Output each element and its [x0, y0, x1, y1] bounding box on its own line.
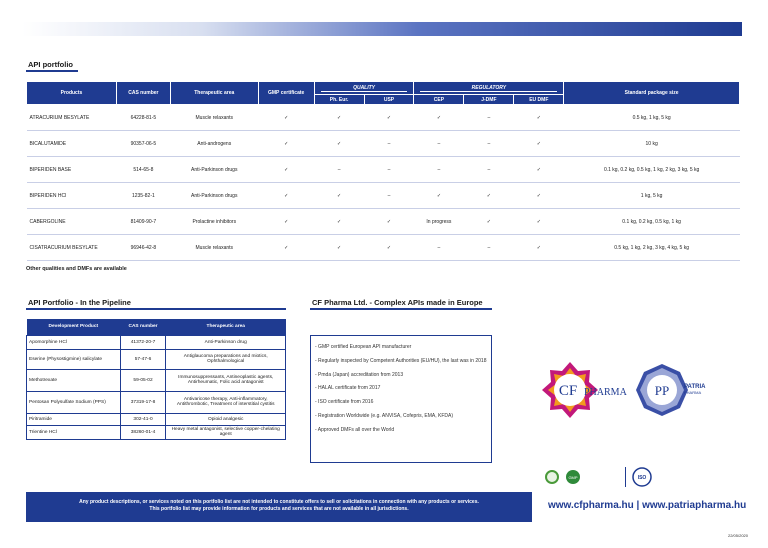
pipe-col-product: Development Product [27, 319, 121, 335]
disclaimer-bar [26, 492, 532, 522]
cf-logo-letters: CF [558, 383, 578, 399]
cell-usp: – [364, 157, 414, 183]
col-package: Standard package size [564, 82, 740, 105]
cell-pheur: – [314, 157, 364, 183]
cell-jdmf: ✓ [464, 183, 514, 209]
cell-eudmf: ✓ [514, 105, 564, 131]
pipe-cell-area: Anti-Parkinson drug [166, 335, 286, 349]
cf-title-underline [310, 308, 492, 310]
cell-pheur: ✓ [314, 209, 364, 235]
cell-usp: ✓ [364, 105, 414, 131]
cell-cas: 1235-82-1 [116, 183, 170, 209]
cell-pkg: 1 kg, 5 kg [564, 183, 740, 209]
table-row [27, 235, 740, 261]
pipeline-row [27, 349, 286, 369]
pipe-cell-area: Opioid analgesic [166, 413, 286, 425]
col-gmp: GMP certificate [258, 82, 314, 105]
col-usp: USP [364, 95, 414, 105]
pipe-cell-cas: 302-41-0 [120, 413, 166, 425]
cell-eudmf: ✓ [514, 209, 564, 235]
pipe-cell-product: Methotrexate [27, 369, 121, 391]
cell-pkg: 0.5 kg, 1 kg, 5 kg [564, 105, 740, 131]
cell-eudmf: ✓ [514, 157, 564, 183]
table-row [27, 157, 740, 183]
iso-badge-icon [632, 467, 652, 487]
cell-eudmf: ✓ [514, 183, 564, 209]
cell-pkg: 10 kg [564, 131, 740, 157]
col-cep: CEP [414, 95, 464, 105]
cell-cep: In progress [414, 209, 464, 235]
group-regulatory-label: REGULATORY [420, 85, 557, 92]
pipe-cell-area: Antivaricose therapy, Anti-inflammatory, Antithrombotic, Treatment of interstitial cystitis [166, 391, 286, 413]
cell-cas: 64228-81-5 [116, 105, 170, 131]
cell-cep: – [414, 157, 464, 183]
pipe-cell-cas: 38260-01-4 [120, 425, 166, 439]
pipe-cell-cas: 57-47-6 [120, 349, 166, 369]
cell-usp: ✓ [364, 235, 414, 261]
cell-cep: – [414, 235, 464, 261]
pp-logo-letters: PP [654, 383, 670, 398]
pipe-cell-product: Eserine (Physostigmine) salicylate [27, 349, 121, 369]
cell-pheur: ✓ [314, 131, 364, 157]
cell-eudmf: ✓ [514, 131, 564, 157]
group-regulatory [414, 82, 564, 95]
cell-usp: ✓ [364, 209, 414, 235]
cf-feature-item: - Approved DMFs all over the World [315, 426, 395, 433]
cf-feature-item: - Pmda (Japan) accreditation from 2013 [315, 371, 404, 378]
cell-pkg: 0.5 kg, 1 kg, 2 kg, 3 kg, 4 kg, 5 kg [564, 235, 740, 261]
pipe-cell-product: Trientine HCl [27, 425, 121, 439]
top-gradient-band [22, 22, 742, 36]
cell-cep: ✓ [414, 105, 464, 131]
group-quality-label: QUALITY [321, 85, 408, 92]
disclaimer-line-2: This portfolio list may provide information for products and services that are not available in all jurisdictions. [149, 506, 409, 513]
cell-product: BIPERIDEN HCl [27, 183, 117, 209]
pipe-cell-cas: 41372-20-7 [120, 335, 166, 349]
pipeline-row [27, 425, 286, 439]
cell-cas: 81409-90-7 [116, 209, 170, 235]
cell-gmp: ✓ [258, 131, 314, 157]
cell-usp: – [364, 183, 414, 209]
cell-jdmf: – [464, 235, 514, 261]
pipeline-row [27, 369, 286, 391]
patria-pharma-logo [636, 362, 710, 418]
pipe-cell-product: Apomorphine HCl [27, 335, 121, 349]
cell-product: CABERGOLINE [27, 209, 117, 235]
cell-pheur: ✓ [314, 235, 364, 261]
cell-cas: 514-65-8 [116, 157, 170, 183]
gmp-badge-icon [565, 469, 581, 485]
document-date: 22/05/2020 [727, 533, 748, 538]
pipe-cell-product: Pentosan Polysulfate Sodium (PPS) [27, 391, 121, 413]
cell-cas: 90357-06-5 [116, 131, 170, 157]
pipe-cell-cas: 59-05-02 [120, 369, 166, 391]
cell-pkg: 0.1 kg, 0.2 kg, 0.5 kg, 1 kg [564, 209, 740, 235]
cell-product: CISATRACURIUM BESYLATE [27, 235, 117, 261]
cell-area: Muscle relaxants [170, 235, 258, 261]
cf-pharma-logo-svg [540, 360, 630, 420]
website-links[interactable]: www.cfpharma.hu | www.patriapharma.hu [548, 500, 747, 511]
table-row [27, 105, 740, 131]
col-area: Therapeutic area [170, 82, 258, 105]
cell-area: Anti-Parkinson drugs [170, 183, 258, 209]
cf-feature-item: - ISO certificate from 2016 [315, 399, 374, 405]
portfolio-title-underline [26, 70, 78, 72]
cf-logo-name: PHARMA [584, 387, 627, 398]
pipe-col-area: Therapeutic area [166, 319, 286, 335]
cell-jdmf: ✓ [464, 209, 514, 235]
cell-pkg: 0.1 kg, 0.2 kg, 0.5 kg, 1 kg, 2 kg, 3 kg, 5 kg [564, 157, 740, 183]
certification-badges [545, 467, 652, 487]
col-jdmf: J-DMF [464, 95, 514, 105]
col-cas: CAS number [116, 82, 170, 105]
pipeline-table [26, 319, 286, 440]
group-quality [314, 82, 414, 95]
cf-title: CF Pharma Ltd. - Complex APIs made in Europe [312, 298, 483, 307]
cell-area: Anti-Parkinson drugs [170, 157, 258, 183]
patria-logo-line1: PATRIA [684, 384, 706, 390]
cell-cep: – [414, 131, 464, 157]
pipeline-title-underline [26, 308, 286, 310]
cell-jdmf: – [464, 131, 514, 157]
cf-feature-item: - GMP certified European API manufacturer [315, 344, 412, 350]
cell-gmp: ✓ [258, 235, 314, 261]
pipe-cell-cas: 37319-17-8 [120, 391, 166, 413]
cf-feature-item: - Registration Worldwide (e.g. ANVISA, Cofepris, EMA, KFDA) [315, 412, 454, 419]
col-ph-eur: Ph. Eur. [314, 95, 364, 105]
pipe-col-cas: CAS number [120, 319, 166, 335]
table-row [27, 183, 740, 209]
disclaimer-line-1: Any product descriptions, or services noted on this portfolio list are not intended to constitute offers to sell or solicitations in connection with any products or services. [79, 499, 479, 505]
cell-cas: 96946-42-8 [116, 235, 170, 261]
cell-cep: ✓ [414, 183, 464, 209]
cell-product: BICALUTAMIDE [27, 131, 117, 157]
cell-eudmf: ✓ [514, 235, 564, 261]
cell-area: Prolactine inhibitors [170, 209, 258, 235]
patria-logo-svg [636, 362, 710, 418]
cell-area: Anti-androgens [170, 131, 258, 157]
col-products: Products [27, 82, 117, 105]
col-eudmf: EU DMF [514, 95, 564, 105]
cell-gmp: ✓ [258, 105, 314, 131]
portfolio-title: API portfolio [28, 60, 73, 69]
pipe-cell-area: Heavy metal antagonist, selective copper-chelating agent [166, 425, 286, 439]
cell-area: Muscle relaxants [170, 105, 258, 131]
pipeline-row [27, 335, 286, 349]
pipe-cell-product: Piritramide [27, 413, 121, 425]
cf-feature-item: - Regularly inspected by Competent Authorities (EU/HU), the last was in 2018 [315, 357, 487, 364]
portfolio-table [26, 81, 740, 261]
cf-pharma-logo [540, 360, 630, 420]
cell-pheur: ✓ [314, 183, 364, 209]
cf-features-box [310, 335, 492, 463]
cell-jdmf: – [464, 157, 514, 183]
badge-divider [625, 467, 626, 487]
table-row [27, 209, 740, 235]
cell-jdmf: – [464, 105, 514, 131]
table-row [27, 131, 740, 157]
cell-pheur: ✓ [314, 105, 364, 131]
iso-badge-label: ISO [637, 475, 647, 481]
cell-usp: – [364, 131, 414, 157]
portfolio-note: Other qualities and DMFs are available [26, 266, 127, 272]
pipe-cell-area: Antiglaucoma preparations and miotics, Ophthalmological [166, 349, 286, 369]
cell-gmp: ✓ [258, 209, 314, 235]
pipeline-row [27, 391, 286, 413]
pipe-cell-area: Immunosuppressants, Antineoplastic agents, Antirheumatic, Folic acid antagonist [166, 369, 286, 391]
halal-badge-icon [545, 470, 559, 484]
cell-gmp: ✓ [258, 157, 314, 183]
pipeline-row [27, 413, 286, 425]
cell-product: BIPERIDEN BASE [27, 157, 117, 183]
pipeline-title: API Portfolio - In the Pipeline [28, 298, 131, 307]
cf-feature-item: - HALAL certificate from 2017 [315, 385, 381, 392]
cell-gmp: ✓ [258, 183, 314, 209]
gmp-badge-label: GMP [568, 475, 578, 480]
patria-logo-line2: PHARMA [684, 390, 702, 395]
cell-product: ATRACURIUM BESYLATE [27, 105, 117, 131]
